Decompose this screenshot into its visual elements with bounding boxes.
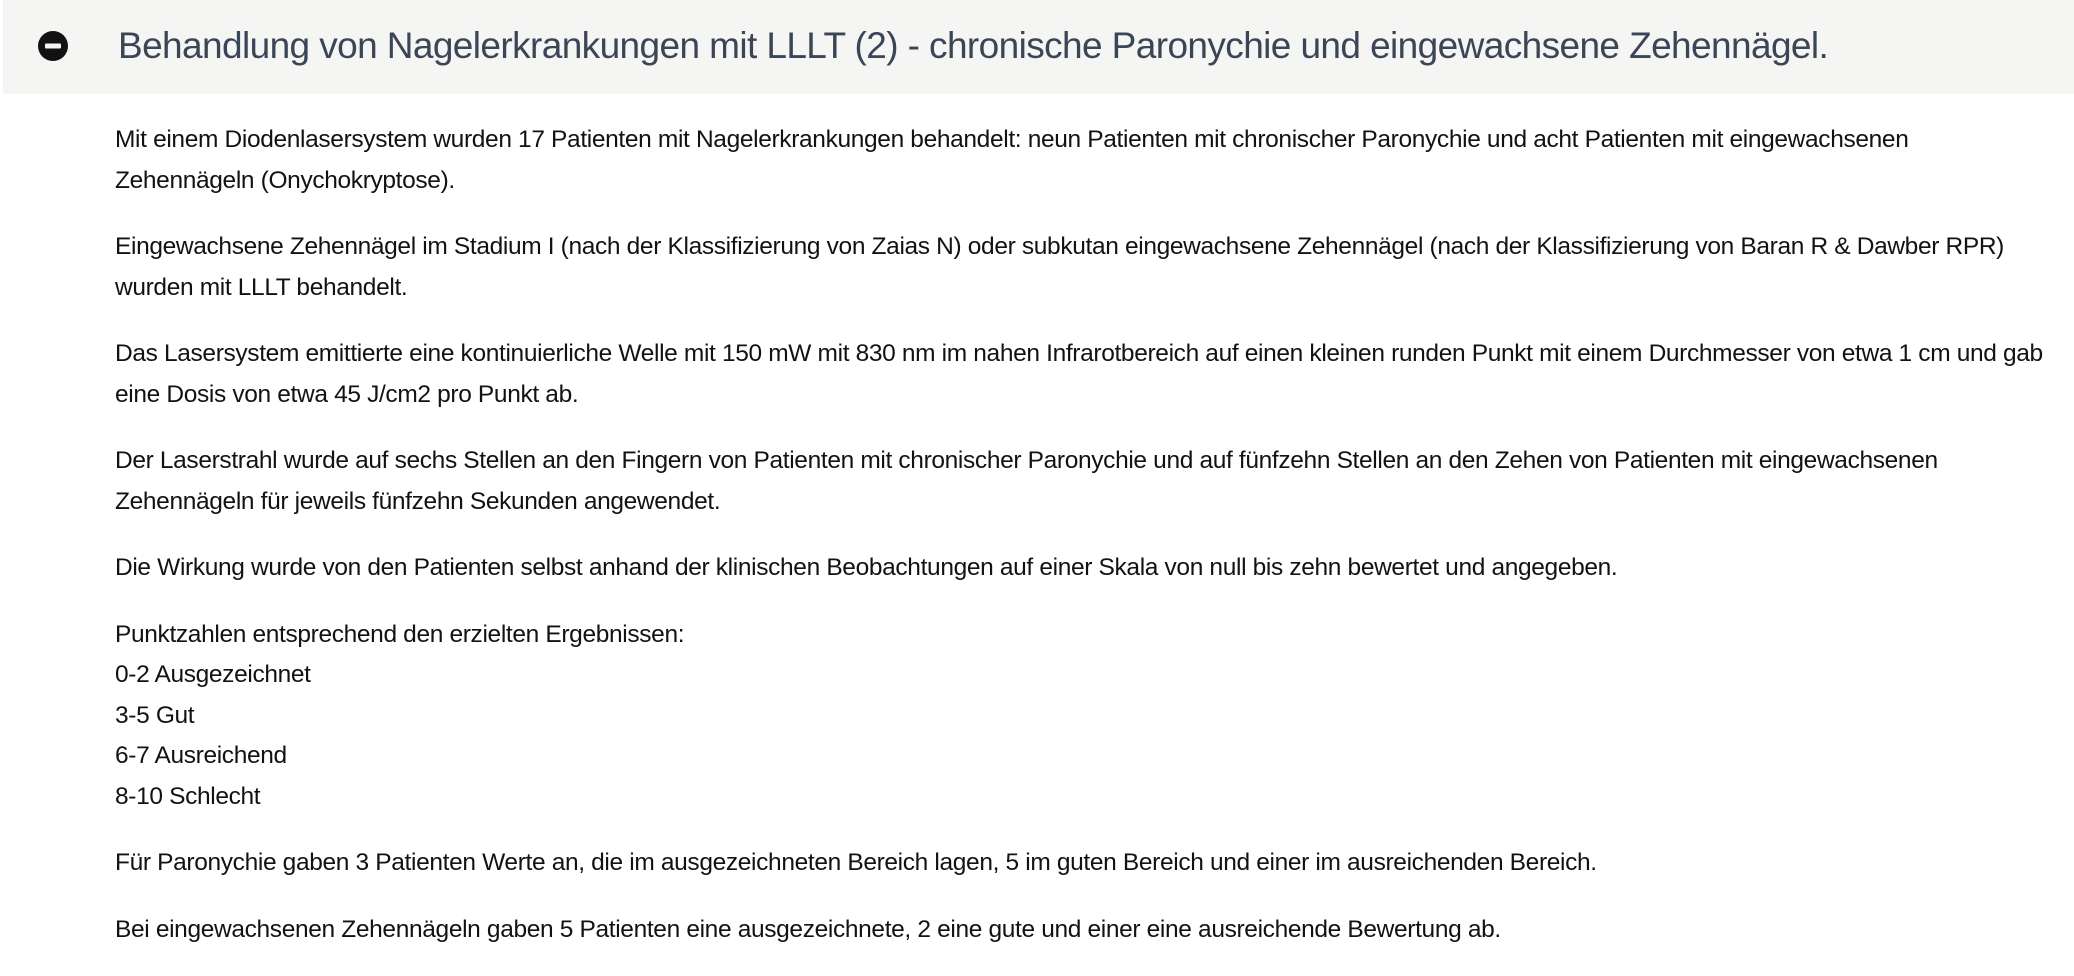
score-list (115, 615, 2050, 818)
minus-circle-icon[interactable] (38, 31, 68, 61)
paragraph-application: Der Laserstrahl wurde auf sechs Stellen an den Fingern von Patienten mit chronischer Paronychie und auf fünfzehn Stellen an den Zehen von Patienten mit eingewachsenen Zehennägeln für jeweils fünfzehn Sekunden angewendet. (115, 447, 1938, 515)
score-item-good: 3-5 Gut (115, 701, 195, 729)
score-item-sufficient: 6-7 Ausreichend (115, 742, 287, 769)
score-item-poor: 8-10 Schlecht (115, 782, 261, 810)
accordion-header[interactable] (3, 0, 2074, 94)
score-intro: Punktzahlen entsprechend den erzielten Ergebnissen: (115, 620, 685, 648)
paragraph-study-overview: Mit einem Diodenlasersystem wurden 17 Patienten mit Nagelerkrankungen behandelt: neun Patienten mit chronischer Paronychie und acht Patienten mit eingewachsenen Zehennägeln (Onychokryptose). (115, 126, 1909, 194)
paragraph-evaluation: Die Wirkung wurde von den Patienten selbst anhand der klinischen Beobachtungen auf einer Skala von null bis zehn bewertet und angegeben. (115, 554, 1618, 581)
paragraph-ingrown-nail-results: Bei eingewachsenen Zehennägeln gaben 5 Patienten eine ausgezeichnete, 2 eine gute und einer eine ausreichende Bewertung ab. (115, 915, 1501, 943)
paragraph-laser-system: Das Lasersystem emittierte eine kontinuierliche Welle mit 150 mW mit 830 nm im nahen Infrarotbereich auf einen kleinen runden Punkt mit einem Durchmesser von etwa 1 cm und gab eine Dosis von etwa 45 J/cm2 pro Punkt ab. (115, 340, 2043, 408)
paragraph-classification: Eingewachsene Zehennägel im Stadium I (nach der Klassifizierung von Zaias N) oder subkutan eingewachsene Zehennägel (nach der Klassifizierung von Baran R & Dawber RPR) wurden mit LLLT behandelt. (115, 233, 2004, 301)
accordion-content (115, 120, 2050, 976)
score-item-excellent: 0-2 Ausgezeichnet (115, 661, 311, 688)
paragraph-paronychia-results: Für Paronychie gaben 3 Patienten Werte an, die im ausgezeichneten Bereich lagen, 5 im guten Bereich und einer im ausreichenden Bereich. (115, 849, 1597, 876)
accordion-title[interactable]: Behandlung von Nagelerkrankungen mit LLLT (2) - chronische Paronychie und eingewachsene Zehennägel. (118, 25, 1829, 66)
